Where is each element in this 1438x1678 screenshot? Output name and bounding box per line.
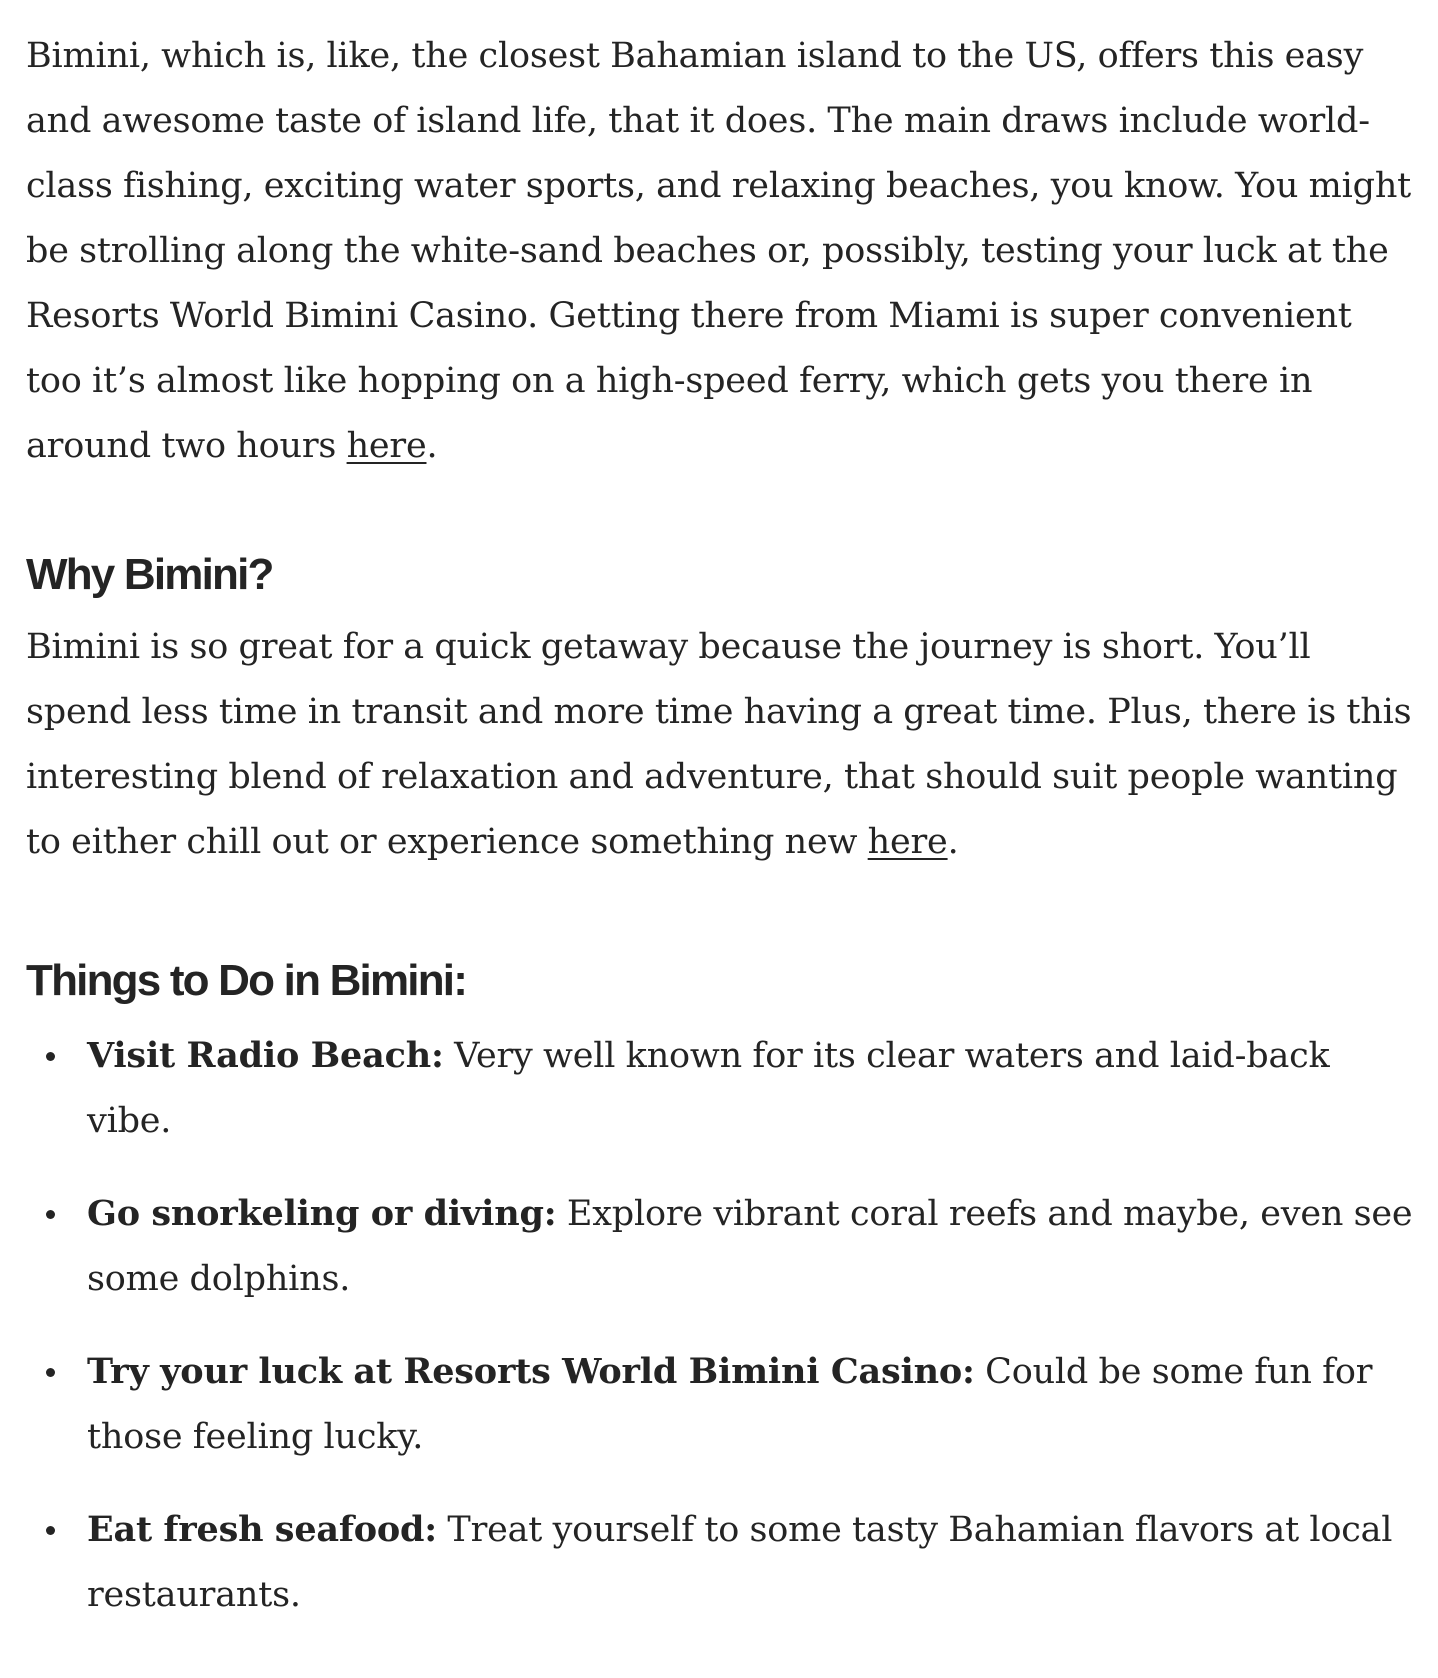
list-item-text: Explore vibrant coral reefs and maybe, even see some dolphins. bbox=[87, 1194, 1413, 1299]
list-item-title: Eat fresh seafood: bbox=[87, 1509, 437, 1550]
why-bimini-here-link[interactable]: here bbox=[867, 822, 948, 862]
list-item bbox=[26, 1497, 1416, 1628]
bullet-icon bbox=[46, 1368, 55, 1377]
bullet-icon bbox=[46, 1052, 55, 1061]
article-body bbox=[26, 24, 1416, 1655]
list-item-title: Visit Radio Beach: bbox=[87, 1035, 444, 1076]
why-bimini-end: . bbox=[947, 822, 959, 862]
list-item-text: Could be some fun for those feeling lucky. bbox=[87, 1352, 1373, 1457]
list-item-text: Very well known for its clear waters and laid-back vibe. bbox=[87, 1036, 1330, 1141]
why-bimini-heading: Why Bimini? bbox=[26, 550, 273, 599]
bullet-icon bbox=[46, 1526, 55, 1535]
list-item-title: Go snorkeling or diving: bbox=[87, 1193, 557, 1234]
why-bimini-text: Bimini is so great for a quick getaway because the journey is short. You’ll spend less time in transit and more time having a great time. Plus, there is this interesting blend of relaxation and adventure, that should suit people wanting to either chill out or experience something new bbox=[26, 627, 1412, 862]
list-item-title: Try your luck at Resorts World Bimini Casino: bbox=[87, 1351, 975, 1392]
bullet-icon bbox=[46, 1210, 55, 1219]
list-item bbox=[26, 1339, 1416, 1470]
things-to-do-heading: Things to Do in Bimini: bbox=[26, 956, 467, 1005]
intro-here-link[interactable]: here bbox=[346, 426, 427, 466]
list-item bbox=[26, 1023, 1416, 1154]
intro-paragraph bbox=[26, 24, 1416, 479]
things-to-do-list bbox=[26, 1023, 1416, 1628]
intro-text: Bimini, which is, like, the closest Bahamian island to the US, offers this easy and awesome taste of island life, that it does. The main draws include world-class fishing, exciting water sports, and relaxing beaches, you know. You might be strolling along the white-sand beaches or, possibly, testing your luck at the Resorts World Bimini Casino. Getting there from Miami is super convenient too it’s almost like hopping on a high-speed ferry, which gets you there in around two hours bbox=[26, 36, 1412, 466]
why-bimini-paragraph bbox=[26, 615, 1416, 875]
intro-end: . bbox=[426, 426, 438, 466]
list-item bbox=[26, 1181, 1416, 1312]
list-item-text: Treat yourself to some tasty Bahamian flavors at local restaurants. bbox=[87, 1510, 1393, 1615]
